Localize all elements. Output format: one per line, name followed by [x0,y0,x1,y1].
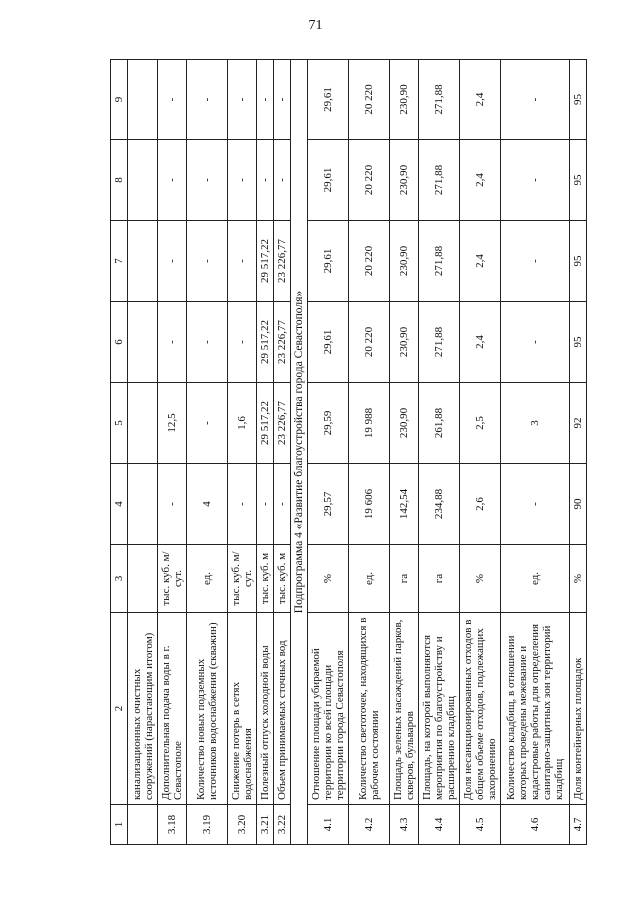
value-cell: 2,5 [460,383,501,464]
column-header: 6 [111,302,128,383]
value-cell [128,302,158,383]
unit-cell [128,545,158,613]
value-cell: 261,88 [419,383,460,464]
value-cell: - [158,464,187,545]
value-cell: 142,54 [390,464,419,545]
value-cell: 1,6 [228,383,257,464]
value-cell: 29 517,22 [257,302,274,383]
indicator-name-cell: канализационных очистных сооружений (нарастающим итогом) [128,613,158,805]
indicator-name-cell: Объем принимаемых сточных вод [274,613,291,805]
indicator-name-cell: Площадь зеленых насаждений парков, скверов, бульваров [390,613,419,805]
table-row [128,60,158,845]
row-number-cell: 3.22 [274,805,291,845]
value-cell: 23 226,77 [274,221,291,302]
row-number-cell: 3.20 [228,805,257,845]
indicator-name-cell: Количество светоточек, находящихся в рабочем состоянии [349,613,390,805]
unit-cell: тыс. куб. м/сут. [228,545,257,613]
row-number-cell: 4.5 [460,805,501,845]
value-cell: - [228,221,257,302]
value-cell: 230,90 [390,302,419,383]
unit-cell: тыс. куб. м [274,545,291,613]
row-number-cell: 3.19 [187,805,228,845]
indicator-name-cell: Отношение площади убираемой территории ко всей площади территории города Севастополя [308,613,349,805]
unit-cell: ед. [349,545,390,613]
value-cell: - [274,60,291,140]
value-cell: - [228,140,257,221]
table-row [187,60,228,845]
value-cell: 230,90 [390,140,419,221]
indicator-name-cell: Доля контейнерных площадок [570,613,587,805]
value-cell: 29,57 [308,464,349,545]
value-cell: - [501,302,570,383]
value-cell: - [257,60,274,140]
column-header: 9 [111,60,128,140]
value-cell: 29,61 [308,221,349,302]
value-cell: 230,90 [390,221,419,302]
value-cell: 95 [570,140,587,221]
unit-cell: ед. [187,545,228,613]
value-cell: 29,61 [308,302,349,383]
column-header: 1 [111,805,128,845]
value-cell: 29,61 [308,140,349,221]
value-cell: 29,59 [308,383,349,464]
header-row [111,60,128,845]
value-cell: 95 [570,302,587,383]
value-cell [128,140,158,221]
value-cell: - [228,60,257,140]
page-number: 71 [308,18,323,33]
indicator-name-cell: Площадь, на которой выполняются мероприятия по благоустройству и расширению кладбищ [419,613,460,805]
value-cell: 4 [187,464,228,545]
value-cell: 12,5 [158,383,187,464]
value-cell: 29 517,22 [257,383,274,464]
value-cell: 23 226,77 [274,383,291,464]
unit-cell: % [308,545,349,613]
value-cell: - [228,464,257,545]
column-header: 5 [111,383,128,464]
value-cell: 271,88 [419,302,460,383]
value-cell: - [158,302,187,383]
unit-cell: тыс. куб. м/сут. [158,545,187,613]
row-number-cell: 3.21 [257,805,274,845]
indicators-table [110,59,587,845]
unit-cell: га [390,545,419,613]
row-number-cell: 4.4 [419,805,460,845]
value-cell: - [501,140,570,221]
value-cell: - [501,221,570,302]
unit-cell: тыс. куб. м [257,545,274,613]
indicator-name-cell: Дополнительная подача воды в г. Севастополе [158,613,187,805]
value-cell: 3 [501,383,570,464]
value-cell: - [501,464,570,545]
column-header: 7 [111,221,128,302]
value-cell: 20 220 [349,221,390,302]
unit-cell: % [460,545,501,613]
value-cell: 20 220 [349,140,390,221]
value-cell: 19 988 [349,383,390,464]
row-number-cell: 4.2 [349,805,390,845]
value-cell: - [158,60,187,140]
value-cell: 230,90 [390,383,419,464]
table-row [460,60,501,845]
row-number-cell [128,805,158,845]
value-cell: 271,88 [419,221,460,302]
value-cell: 19 606 [349,464,390,545]
value-cell: 95 [570,60,587,140]
value-cell: 230,90 [390,60,419,140]
value-cell [128,60,158,140]
value-cell: - [187,221,228,302]
value-cell: 29 517,22 [257,221,274,302]
table-row [349,60,390,845]
table-row [419,60,460,845]
indicator-name-cell: Полезный отпуск холодной воды [257,613,274,805]
column-header: 8 [111,140,128,221]
column-header: 3 [111,545,128,613]
value-cell [128,221,158,302]
value-cell: 2,6 [460,464,501,545]
value-cell: 271,88 [419,140,460,221]
value-cell: 20 220 [349,302,390,383]
value-cell: - [158,140,187,221]
unit-cell: % [570,545,587,613]
value-cell [128,464,158,545]
column-header: 4 [111,464,128,545]
value-cell: 2,4 [460,140,501,221]
row-number-cell: 4.6 [501,805,570,845]
value-cell: - [257,140,274,221]
indicator-name-cell: Количество новых подземных источников водоснабжения (скважин) [187,613,228,805]
value-cell: 20 220 [349,60,390,140]
value-cell: 234,88 [419,464,460,545]
value-cell: - [274,464,291,545]
table-row [390,60,419,845]
value-cell: 29,61 [308,60,349,140]
row-number-cell: 4.1 [308,805,349,845]
value-cell: 2,4 [460,221,501,302]
row-number-cell: 4.3 [390,805,419,845]
value-cell: 271,88 [419,60,460,140]
subprogram-row [291,60,308,845]
table-row [308,60,349,845]
subprogram-title: Подпрограмма 4 «Развитие благоустройства города Севастополя» [291,60,308,845]
row-number-cell: 3.18 [158,805,187,845]
indicator-name-cell: Снижение потерь в сетях водоснабжения [228,613,257,805]
value-cell: - [187,383,228,464]
value-cell [128,383,158,464]
table-row [570,60,587,845]
value-cell: - [187,60,228,140]
value-cell: 23 226,77 [274,302,291,383]
row-number-cell: 4.7 [570,805,587,845]
rotated-table-container [110,60,584,845]
value-cell: 90 [570,464,587,545]
value-cell: 2,4 [460,60,501,140]
unit-cell: га [419,545,460,613]
unit-cell: ед. [501,545,570,613]
table-row [501,60,570,845]
indicator-name-cell: Доля несанкционированных отходов в общем объеме отходов, подлежащих захоронению [460,613,501,805]
value-cell: 92 [570,383,587,464]
table-row [158,60,187,845]
value-cell: - [257,464,274,545]
indicator-name-cell: Количество кладбищ, в отношении которых проведены межевание и кадастровые работы для определения санитарно-защитных зон территорий кладбищ [501,613,570,805]
table-row [257,60,274,845]
table-row [228,60,257,845]
column-header: 2 [111,613,128,805]
value-cell: 95 [570,221,587,302]
value-cell: - [274,140,291,221]
table-row [274,60,291,845]
value-cell: - [501,60,570,140]
value-cell: - [158,221,187,302]
value-cell: - [187,302,228,383]
value-cell: - [228,302,257,383]
value-cell: - [187,140,228,221]
value-cell: 2,4 [460,302,501,383]
